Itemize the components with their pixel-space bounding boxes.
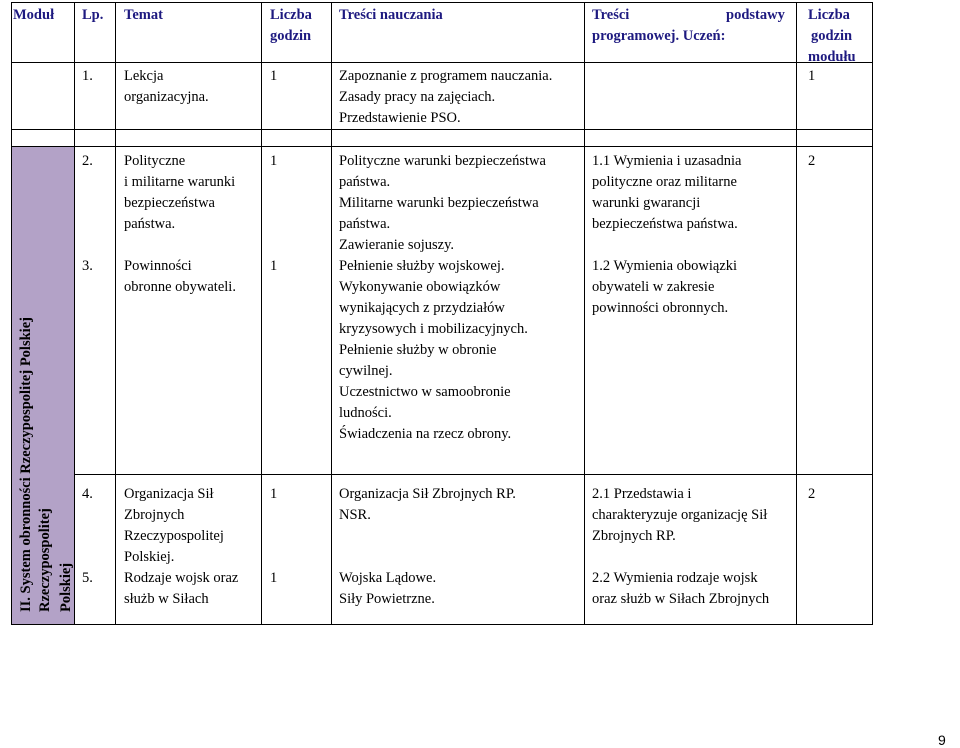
header-temat: Temat (124, 7, 163, 23)
intro-godziny-modulu: 1 (808, 68, 816, 84)
lesson-2-godziny: 1 (270, 153, 278, 169)
grid-line (796, 2, 797, 624)
lesson-3-lp: 3. (82, 258, 93, 274)
lesson-5-podstawa-line: oraz służb w Siłach Zbrojnych (592, 591, 770, 607)
grid-line (331, 2, 332, 624)
lesson-2-podstawa-line: polityczne oraz militarne (592, 174, 737, 190)
grid-line (11, 129, 873, 130)
lesson-5-lp: 5. (82, 570, 93, 586)
lesson-3-podstawa-line: powinności obronnych. (592, 300, 729, 316)
grid-line (11, 146, 873, 147)
lesson-3-tresci-line: cywilnej. (339, 363, 393, 379)
lesson-5-tresci-line: Siły Powietrzne. (339, 591, 435, 607)
lesson-2-tresci (339, 151, 546, 256)
header-modul: Moduł (13, 7, 55, 23)
lesson-2-temat-line: państwa. (124, 216, 176, 232)
grid-line (11, 2, 12, 624)
grid-line (11, 62, 873, 63)
lesson-2-temat-line: i militarne warunki (124, 174, 236, 190)
lesson-5-podstawa (592, 568, 769, 610)
lesson-3-tresci-line: Świadczenia na rzecz obrony. (339, 426, 512, 442)
page-number: 9 (938, 732, 946, 748)
lesson-4-temat-line: Rzeczypospolitej (124, 528, 224, 544)
module-ii-label-main: II. System obronności Rzeczypospolitej Polskiej (18, 317, 34, 612)
header-liczba-godzin-modulu-line3: modułu (808, 49, 856, 65)
lesson-4-podstawa-line: 2.1 Przedstawia i (592, 486, 692, 502)
intro-temat-line: organizacyjna. (124, 89, 209, 105)
lesson-5-podstawa-line: 2.2 Wymienia rodzaje wojsk (592, 570, 758, 586)
grid-line (11, 2, 873, 3)
lesson-5-temat (124, 568, 238, 610)
lesson-2-temat (124, 151, 258, 235)
lesson-5-godziny: 1 (270, 570, 278, 586)
lesson-2-podstawa (592, 151, 741, 235)
lesson-5-temat-line: służb w Siłach (124, 591, 209, 607)
lesson-4-temat-line: Zbrojnych (124, 507, 185, 523)
lesson-2-tresci-line: państwa. (339, 174, 391, 190)
intro-tresci-line: Zasady pracy na zajęciach. (339, 89, 496, 105)
module-ii-label-rzeczypospolitej: Rzeczypospolitej (37, 508, 53, 612)
lesson-2-godziny-modulu: 2 (808, 153, 816, 169)
grid-line (74, 474, 873, 475)
lesson-3-podstawa-line: obywateli w zakresie (592, 279, 715, 295)
lesson-4-tresci (339, 484, 516, 526)
header-liczba-godzin-line1: Liczba (270, 7, 312, 23)
lesson-3-tresci-line: wynikających z przydziałów (339, 300, 505, 316)
intro-tresci-line: Zapoznanie z programem nauczania. (339, 68, 553, 84)
lesson-4-podstawa (592, 484, 767, 547)
intro-godziny: 1 (270, 68, 278, 84)
lesson-2-temat-line: Polityczne (124, 153, 186, 169)
lesson-3-tresci-line: ludności. (339, 405, 392, 421)
lesson-4-temat-line: Polskiej. (124, 549, 175, 565)
header-liczba-godzin-modulu-line2: godzin (811, 28, 853, 44)
lesson-4-godziny: 1 (270, 486, 278, 502)
lesson-4-podstawa-line: charakteryzuje organizację Sił (592, 507, 768, 523)
intro-temat (124, 66, 209, 108)
lesson-4-temat (124, 484, 224, 568)
lesson-2-tresci-line: Militarne warunki bezpieczeństwa (339, 195, 539, 211)
lesson-2-temat-line: bezpieczeństwa (124, 195, 215, 211)
intro-temat-line: Lekcja (124, 68, 164, 84)
intro-tresci (339, 66, 552, 129)
lesson-2-podstawa-line: warunki gwarancji (592, 195, 701, 211)
lesson-3-podstawa (592, 256, 737, 319)
grid-line (74, 2, 75, 624)
lesson-3-tresci (339, 256, 528, 445)
lesson-5-tresci (339, 568, 436, 610)
lesson-4-temat-line: Organizacja Sił (124, 486, 214, 502)
header-tresci-podstawy-line2: programowej. Uczeń: (592, 28, 726, 44)
lesson-4-lp: 4. (82, 486, 93, 502)
header-lp: Lp. (82, 7, 104, 23)
lesson-3-godziny: 1 (270, 258, 278, 274)
grid-line (261, 2, 262, 624)
lesson-5-temat-line: Rodzaje wojsk oraz (124, 570, 239, 586)
lesson-3-tresci-line: Wykonywanie obowiązków (339, 279, 501, 295)
lesson-4-tresci-line: Organizacja Sił Zbrojnych RP. (339, 486, 516, 502)
lesson-2-podstawa-line: bezpieczeństwa państwa. (592, 216, 738, 232)
lesson-3-tresci-line: kryzysowych i mobilizacyjnych. (339, 321, 528, 337)
grid-line (11, 624, 873, 625)
header-tresci-nauczania: Treści nauczania (339, 7, 443, 23)
lesson-2-tresci-line: Polityczne warunki bezpieczeństwa (339, 153, 546, 169)
lesson-2-podstawa-line: 1.1 Wymienia i uzasadnia (592, 153, 742, 169)
intro-tresci-line: Przedstawienie PSO. (339, 110, 461, 126)
lesson-2-lp: 2. (82, 153, 93, 169)
lesson-3-tresci-line: Uczestnictwo w samoobronie (339, 384, 511, 400)
lesson-4-tresci-line: NSR. (339, 507, 371, 523)
intro-lp: 1. (82, 68, 93, 84)
grid-line (872, 2, 873, 624)
lesson-2-tresci-line: Zawieranie sojuszy. (339, 237, 455, 253)
lesson-2-tresci-line: państwa. (339, 216, 391, 232)
grid-line (584, 2, 585, 624)
lesson-3-tresci-line: Pełnienie służby wojskowej. (339, 258, 505, 274)
lesson-4-podstawa-line: Zbrojnych RP. (592, 528, 676, 544)
lesson-3-temat-line: Powinności (124, 258, 192, 274)
header-tresci-podstawy-word2: podstawy (726, 7, 785, 23)
module-ii-label-polskiej: Polskiej (58, 562, 74, 612)
lesson-4-godziny-modulu: 2 (808, 486, 816, 502)
lesson-3-temat-line: obronne obywateli. (124, 279, 236, 295)
header-tresci-podstawy-word1: Treści (592, 7, 630, 23)
lesson-5-tresci-line: Wojska Lądowe. (339, 570, 437, 586)
lesson-3-temat (124, 256, 236, 298)
lesson-3-podstawa-line: 1.2 Wymienia obowiązki (592, 258, 738, 274)
header-liczba-godzin-line2: godzin (270, 28, 312, 44)
grid-line (115, 2, 116, 624)
lesson-3-tresci-line: Pełnienie służby w obronie (339, 342, 497, 358)
header-liczba-godzin-modulu-line1: Liczba (808, 7, 850, 23)
